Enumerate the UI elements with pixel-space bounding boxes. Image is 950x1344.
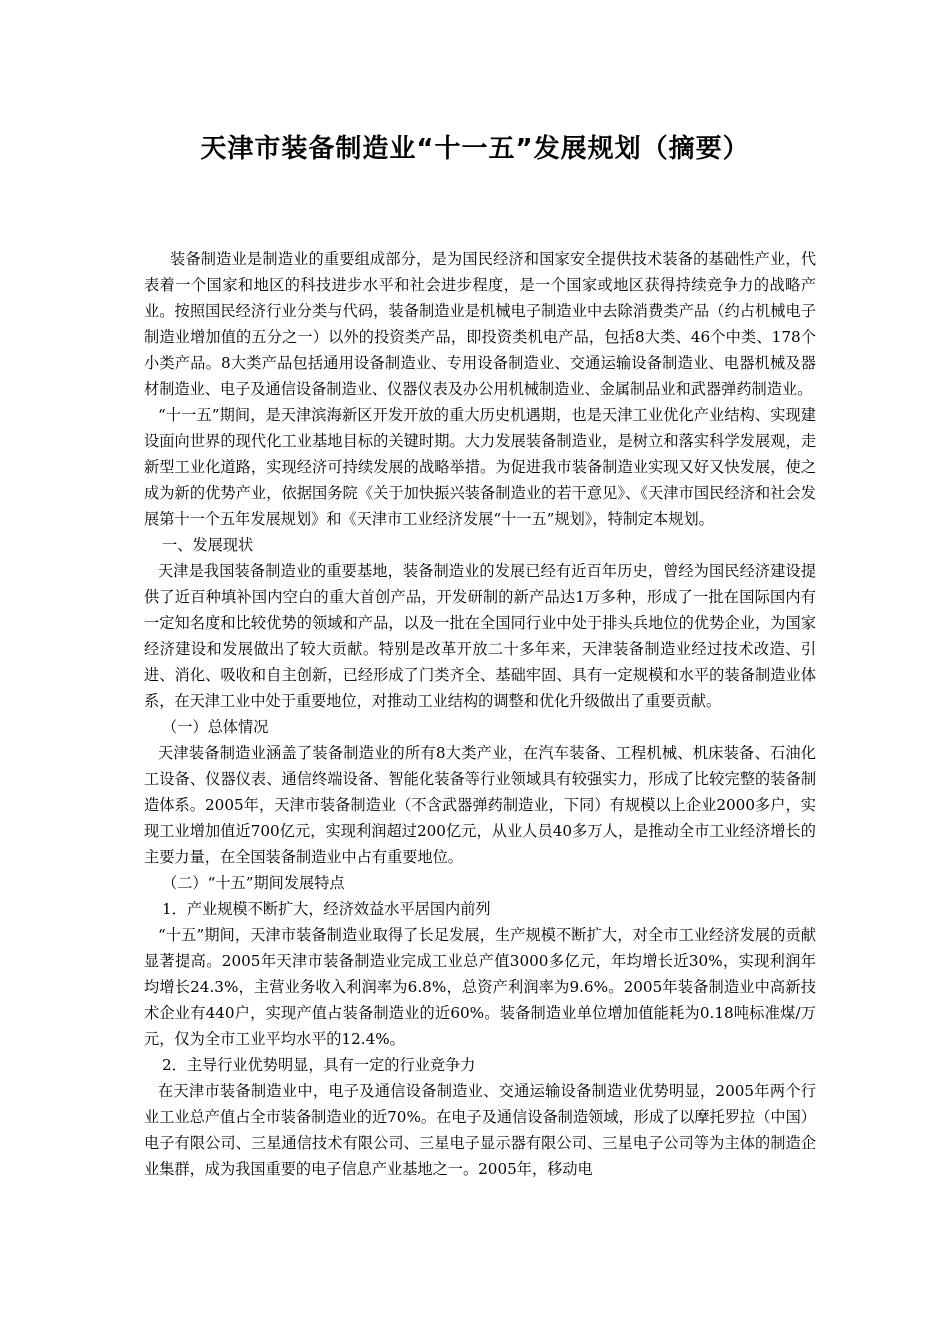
paragraph-status: 天津是我国装备制造业的重要基地，装备制造业的发展已经有近百年历史，曾经为国民经济建设提供了近百种填补国内空白的重大首创产品，开发研制的新产品达1万多种，形成了一批在国际国内有一定知名度和比较优势的领域和产品，以及一批在全国同行业中处于排头兵地位的优势企业，为国家经济建设和发展做出了较大贡献。特别是改革开放二十多年来，天津装备制造业经过技术改造、引进、消化、吸收和自主创新，已经形成了门类齐全、基础牢固、具有一定规模和水平的装备制造业体系，在天津工业中处于重要地位，对推动工业结构的调整和优化升级做出了重要贡献。 xyxy=(144,562,816,710)
document-title: 天津市装备制造业“十一五”发展规划（摘要） xyxy=(200,134,750,164)
subsection-heading: （二）“十五”期间发展特点 xyxy=(162,874,345,892)
paragraph-period: “十一五”期间，是天津滨海新区开发开放的重大历史机遇期，也是天津工业优化产业结构、实现建设面向世界的现代化工业基地目标的关键时期。大力发展装备制造业，是树立和落实科学发展观，走新型工业化道路，实现经济可持续发展的战略举措。为促进我市装备制造业实现又好又快发展，使之成为新的优势产业，依据国务院《关于加快振兴装备制造业的若干意见》、《天津市国民经济和社会发展第十一个五年发展规划》和《天津市工业经济发展“十一五”规划》，特制定本规划。 xyxy=(144,406,816,528)
paragraph-overall: 天津装备制造业涵盖了装备制造业的所有8大类产业，在汽车装备、工程机械、机床装备、石油化工设备、仪器仪表、通信终端设备、智能化装备等行业领域具有较强实力，形成了比较完整的装备制造体系。2005年，天津市装备制造业（不含武器弹药制造业，下同）有规模以上企业2000多户，实现工业增加值近700亿元，实现利润超过200亿元，从业人员40多万人，是推动全市工业经济增长的主要力量，在全国装备制造业中占有重要地位。 xyxy=(144,744,816,866)
section-heading: 一、发展现状 xyxy=(162,536,254,554)
document-body xyxy=(144,246,816,1182)
paragraph-scale: “十五”期间，天津市装备制造业取得了长足发展，生产规模不断扩大，对全市工业经济发展的贡献显著提高。2005年天津市装备制造业完成工业总产值3000多亿元，年均增长近30%，实现利润年均增长24.3%，主营业务收入利润率为6.8%，总资产利润率为9.6%。2005年装备制造业中高新技术企业有440户，实现产值占装备制造业的近60%。装备制造业单位增加值能耗为0.18吨标准煤/万元，仅为全市工业平均水平的12.4%。 xyxy=(144,926,816,1048)
paragraph-leading-industries: 在天津市装备制造业中，电子及通信设备制造业、交通运输设备制造业优势明显，2005年两个行业工业总产值占全市装备制造业的近70%。在电子及通信设备制造领域，形成了以摩托罗拉（中国）电子有限公司、三星通信技术有限公司、三星电子显示器有限公司、三星电子公司等为主体的制造企业集群，成为我国重要的电子信息产业基地之一。2005年，移动电 xyxy=(144,1082,816,1178)
item-heading: 2．主导行业优势明显，具有一定的行业竞争力 xyxy=(162,1056,476,1074)
paragraph-intro: 装备制造业是制造业的重要组成部分，是为国民经济和国家安全提供技术装备的基础性产业，代表着一个国家和地区的科技进步水平和社会进步程度，是一个国家或地区获得持续竞争力的战略产业。按照国民经济行业分类与代码，装备制造业是机械电子制造业中去除消费类产品（约占机械电子制造业增加值的五分之一）以外的投资类产品，即投资类机电产品，包括8大类、46个中类、178个小类产品。8大类产品包括通用设备制造业、专用设备制造业、交通运输设备制造业、电器机械及器材制造业、电子及通信设备制造业、仪器仪表及办公用机械制造业、金属制品业和武器弹药制造业。 xyxy=(144,250,816,398)
subsection-heading: （一）总体情况 xyxy=(162,718,269,736)
item-heading: 1．产业规模不断扩大，经济效益水平居国内前列 xyxy=(162,900,491,918)
